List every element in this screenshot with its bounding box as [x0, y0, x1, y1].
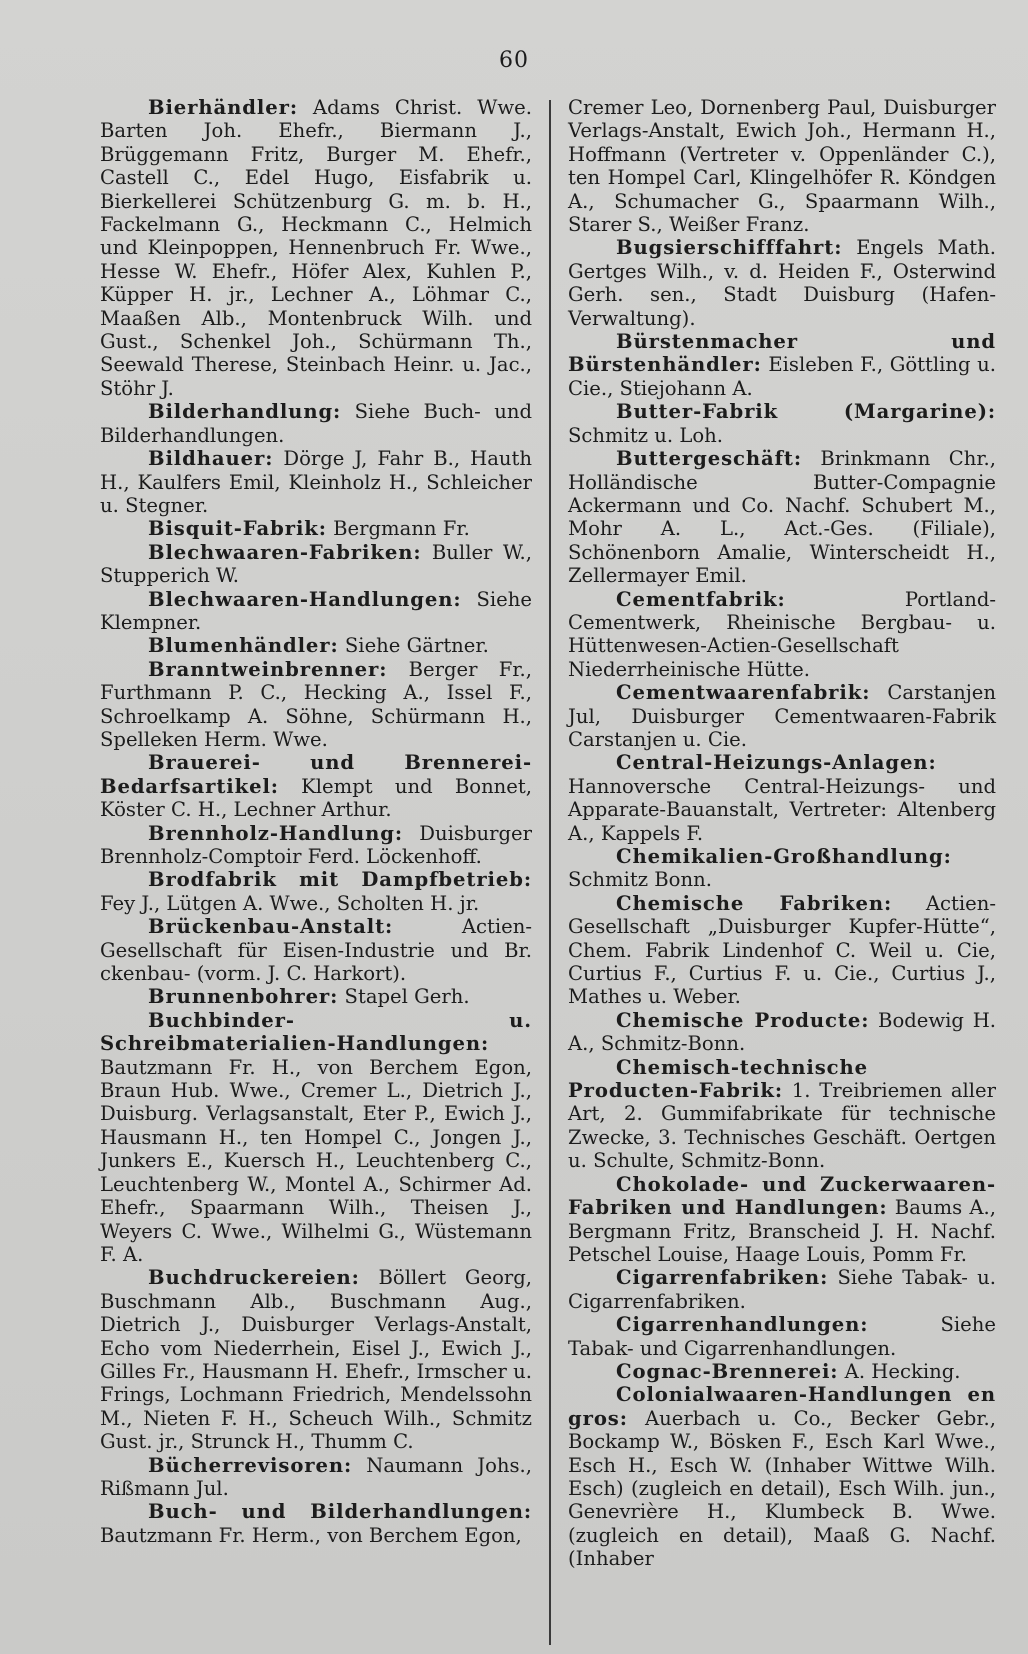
entry-text: Siehe Gärtner. [338, 634, 489, 658]
entry-text: Brinkmann Chr., Holländische Butter-Compagnie Ackermann und Co. Nachf. Schubert M., Mohr A. L., Act.-Ges. (Filiale), Schönenborn Amalie, Winterscheidt H., Zellermayer Emil. [568, 447, 996, 588]
page-number: 60 [499, 48, 529, 73]
entry-text: Buller W., Stupperich W. [100, 540, 532, 588]
entry-heading: Bildhauer: [148, 447, 274, 471]
entry-text: Engels Math. Gertges Wilh., v. d. Heiden F., Osterwind Gerh. sen., Stadt Duisburg (Hafen-Verwaltung). [568, 236, 996, 330]
directory-entry [568, 236, 996, 330]
entry-heading: Bürstenmacher und Bürstenhändler: [568, 330, 996, 377]
entry-heading: Cigarrenhandlungen: [616, 1313, 869, 1337]
entry-text: Böllert Georg, Buschmann Alb., Buschmann Aug., Dietrich J., Duisburger Verlags-Anstalt, Echo vom Niederrhein, Eisel J., Ewich J., Gilles Fr., Hausmann H. Ehefr., Irmscher u. Frings, Lochmann Friedrich, Mendelssohn M., Nieten F. H., Scheuch Wilh., Schmitz Gust. jr., Strunck H., Thumm C. [100, 1266, 532, 1454]
directory-entry [568, 1009, 996, 1056]
entry-text: Actien-Gesellschaft für Eisen-Industrie und Br. ckenbau- (vorm. J. C. Harkort). [100, 915, 532, 986]
entry-heading: Bierhändler: [148, 96, 298, 119]
entry-heading: Colonialwaaren-Handlungen en gros: [568, 1383, 996, 1430]
entry-heading: Blumenhändler: [148, 634, 339, 658]
directory-entry [100, 588, 532, 635]
entry-heading: Blechwaaren-Fabriken: [148, 540, 422, 564]
directory-entry [100, 751, 532, 821]
directory-entry [568, 588, 996, 682]
entry-heading: Central-Heizungs-Anlagen: [616, 751, 937, 775]
entry-text: Schmitz u. Loh. [568, 423, 724, 447]
entry-text: Adams Christ. Wwe. Barten Joh. Ehefr., Biermann J., Brüggemann Fritz, Burger M. Ehefr., Castell C., Edel Hugo, Eisfabrik u. Bierkellerei Schützenburg G. m. b. H., Fackelmann G., Heckmann C., Helmich und Kleinpoppen, Hennenbruch Fr. Wwe., Hesse W. Ehefr., Höfer Alex, Kuhlen P., Küpper H. jr., Lechner A., Löhmar C., Maaßen Alb., Montenbruck Wilh. und Gust., Schenkel Joh., Schürmann Th., Seewald Therese, Steinbach Heinr. u. Jac., Stöhr J. [100, 96, 532, 400]
entry-text: Siehe Buch- und Bilderhandlungen. [100, 400, 532, 447]
left-column [100, 96, 532, 1547]
directory-entry [568, 96, 996, 236]
entry-text: Berger Fr., Furthmann P. C., Hecking A., Issel F., Schroelkamp A. Söhne, Schürmann H., Spelleken Herm. Wwe. [100, 657, 532, 751]
entry-heading: Blechwaaren-Handlungen: [148, 587, 462, 611]
right-column [568, 96, 996, 1571]
entry-heading: Buchbinder- u. Schreibmaterialien-Handlungen: [100, 1008, 532, 1056]
directory-entry [568, 447, 996, 587]
entry-heading: Bilderhandlung: [148, 400, 342, 424]
entry-heading: Brunnenbohrer: [148, 985, 339, 1009]
entry-heading: Brückenbau-Anstalt: [148, 915, 394, 939]
entry-heading: Cognac-Brennerei: [616, 1359, 839, 1383]
directory-entry [100, 658, 532, 752]
entry-heading: Cementwaarenfabrik: [616, 681, 871, 705]
entry-heading: Chemische Fabriken: [616, 891, 893, 915]
directory-entry [100, 447, 532, 517]
directory-entry [100, 1500, 532, 1547]
entry-heading: Bugsierschifffahrt: [616, 236, 843, 260]
directory-entry [568, 1056, 996, 1173]
entry-text: Portland-Cementwerk, Rheinische Bergbau- u. Hüttenwesen-Actien-Gesellschaft Niederrheinische Hütte. [568, 587, 996, 681]
entry-heading: Brodfabrik mit Dampfbetrieb: [148, 868, 532, 892]
entry-text: Bautzmann Fr. Herm., von Berchem Egon, [100, 1523, 522, 1547]
entry-text: Baums A., Bergmann Fritz, Branscheid J. H. Nachf. Petschel Louise, Haage Louis, Pomm Fr. [568, 1196, 996, 1266]
entry-text: Klempt und Bonnet, Köster C. H., Lechner Arthur. [100, 774, 532, 822]
entry-heading: Bücherrevisoren: [148, 1453, 353, 1477]
directory-entry [100, 1266, 532, 1453]
directory-entry [100, 541, 532, 588]
directory-entry [568, 751, 996, 845]
entry-text: A. Hecking. [838, 1359, 961, 1383]
entry-heading: Buchdruckereien: [148, 1266, 360, 1290]
directory-entry [100, 400, 532, 447]
directory-entry [568, 892, 996, 1009]
entry-heading: Brauerei- und Brennerei-Bedarfsartikel: [100, 751, 532, 798]
directory-entry [568, 1313, 996, 1360]
entry-heading: Bisquit-Fabrik: [148, 517, 327, 541]
directory-entry [100, 985, 532, 1008]
directory-entry [100, 915, 532, 985]
entry-heading: Cigarrenfabriken: [616, 1266, 829, 1290]
entry-heading: Branntweinbrenner: [148, 657, 388, 681]
entry-text: Actien-Gesellschaft „Duisburger Kupfer-Hütte“, Chem. Fabrik Lindenhof C. Weil u. Cie, Curtius F., Curtius F. u. Cie., Curtius J., Mathes u. Weber. [568, 891, 996, 1009]
entry-text: Bergmann Fr. [326, 517, 470, 541]
directory-entry [100, 517, 532, 540]
directory-entry [100, 1009, 532, 1266]
directory-entry [100, 822, 532, 869]
entry-text: Siehe Tabak- u. Cigarrenfabriken. [568, 1266, 996, 1313]
entry-text: Schmitz Bonn. [568, 868, 712, 892]
directory-entry [568, 330, 996, 400]
directory-entry [568, 681, 996, 751]
entry-text: 1. Treibriemen aller Art, 2. Gummifabrikate für technische Zwecke, 3. Technisches Geschäft. Oertgen u. Schulte, Schmitz-Bonn. [568, 1079, 996, 1173]
directory-entry [568, 1173, 996, 1267]
directory-entry [568, 400, 996, 447]
entry-heading: Cementfabrik: [616, 587, 786, 611]
entry-heading: Chemisch-technische Producten-Fabrik: [568, 1055, 868, 1103]
entry-text: Fey J., Lütgen A. Wwe., Scholten H. jr. [100, 891, 480, 915]
entry-text: Bodewig H. A., Schmitz-Bonn. [568, 1008, 997, 1056]
entry-text: Auerbach u. Co., Becker Gebr., Bockamp W., Bösken F., Esch Karl Wwe., Esch H., Esch W. (Inhaber Wittwe Wilh. Esch) (zugleich en detail), Esch Wilh. jun., Genevrière H., Klumbeck B. Wwe. (zugleich en detail), Maaß G. Nachf. (Inhaber [568, 1406, 996, 1571]
directory-entry [568, 845, 996, 892]
entry-text: Carstanjen Jul, Duisburger Cementwaaren-Fabrik Carstanjen u. Cie. [568, 681, 996, 751]
entry-text: Dörge J, Fahr B., Hauth H., Kaulfers Emil, Kleinholz H., Schleicher u. Stegner. [100, 447, 532, 517]
directory-entry [100, 1454, 532, 1501]
entry-heading: Chemische Producte: [616, 1008, 870, 1032]
entry-text: Siehe Klempner. [100, 587, 532, 634]
directory-entry [100, 634, 532, 657]
entry-text: Siehe Tabak- und Cigarrenhandlungen. [568, 1313, 996, 1360]
entry-text: Naumann Johs., Rißmann Jul. [100, 1453, 532, 1500]
entry-heading: Buttergeschäft: [616, 447, 802, 471]
entry-text: Cremer Leo, Dornenberg Paul, Duisburger Verlags-Anstalt, Ewich Joh., Hermann H., Hoffmann (Vertreter v. Oppenländer C.), ten Hompel Carl, Klingelhöfer R. Köndgen A., Schumacher G., Spaarmann Wilh., Starer S., Weißer Franz. [568, 96, 996, 237]
entry-text: Duisburger Brennholz-Comptoir Ferd. Löckenhoff. [100, 821, 532, 868]
column-divider [549, 100, 551, 1645]
directory-entry [568, 1383, 996, 1570]
entry-text: Eisleben F., Göttling u. Cie., Stiejohann A. [568, 353, 996, 400]
directory-entry [568, 1266, 996, 1313]
directory-entry [568, 1360, 996, 1383]
entry-text: Bautzmann Fr. H., von Berchem Egon, Braun Hub. Wwe., Cremer L., Dietrich J., Duisburg. Verlagsanstalt, Eter P., Ewich J., Hausmann H., ten Hompel C., Jongen J., Junkers E., Kuersch H., Leuchtenberg C., Leuchtenberg W., Montel A., Schirmer Ad. Ehefr., Spaarmann Wilh., Theisen J., Weyers C. Wwe., Wilhelmi G., Wüstemann F. A. [100, 1055, 532, 1266]
directory-entry [100, 868, 532, 915]
entry-text: Hannoversche Central-Heizungs- und Apparate-Bauanstalt, Vertreter: Altenberg A., Kappels F. [568, 774, 996, 845]
entry-heading: Butter-Fabrik (Margarine): [616, 400, 996, 424]
directory-entry [100, 96, 532, 400]
entry-heading: Chemikalien-Großhandlung: [616, 845, 952, 868]
entry-heading: Brennholz-Handlung: [148, 821, 403, 845]
entry-heading: Chokolade- und Zuckerwaaren-Fabriken und Handlungen: [568, 1172, 996, 1220]
entry-text: Stapel Gerh. [338, 985, 470, 1009]
entry-heading: Buch- und Bilderhandlungen: [148, 1500, 532, 1524]
